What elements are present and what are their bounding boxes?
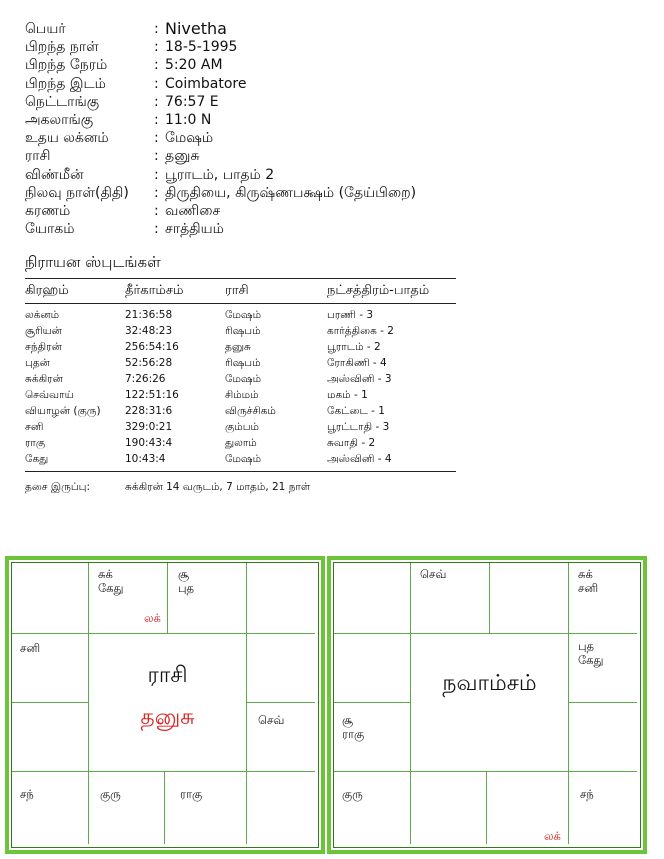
grid-line bbox=[410, 563, 411, 844]
grid-line bbox=[568, 563, 569, 844]
rasi-lagna-marker: லக் bbox=[144, 611, 161, 625]
navamsa-house-gemini: சுக் சனி bbox=[578, 567, 599, 595]
section-title: நிராயன ஸ்புடங்கள் bbox=[25, 253, 161, 271]
grid-line bbox=[88, 563, 89, 844]
navamsa-chart-title: நவாம்சம் bbox=[442, 671, 537, 696]
table-row: வியாழன் (குரு) 228:31:6 விருச்சிகம் கேட்டை - 1 bbox=[25, 405, 385, 417]
grid-line bbox=[334, 633, 637, 634]
table-row: சனி 329:0:21 கும்பம் பூரட்டாதி - 3 bbox=[25, 421, 390, 433]
grid-line bbox=[164, 771, 165, 844]
table-row: சந்திரன் 256:54:16 தனுசு பூராடம் - 2 bbox=[25, 341, 381, 353]
table-row: சூரியன் 32:48:23 ரிஷபம் கார்த்திகை - 2 bbox=[25, 325, 394, 337]
grid-line bbox=[167, 563, 168, 633]
navamsa-house-capricorn: சூ ராகு bbox=[342, 713, 365, 741]
navamsa-lagna-marker: லக் bbox=[544, 829, 561, 843]
navamsa-house-aries: செவ் bbox=[420, 567, 447, 581]
table-row: ராகு 190:43:4 துலாம் சுவாதி - 2 bbox=[25, 437, 376, 449]
grid-line bbox=[12, 702, 88, 703]
table-row: புதன் 52:56:28 ரிஷபம் ரோகிணி - 4 bbox=[25, 357, 387, 369]
table-row: செவ்வாய் 122:51:16 சிம்மம் மகம் - 1 bbox=[25, 389, 368, 401]
dasa-label: தசை இருப்பு: bbox=[25, 481, 91, 493]
rasi-chart-sign: தனுசு bbox=[140, 705, 195, 730]
table-row: லக்னம் 21:36:58 மேஷம் பரணி - 3 bbox=[25, 309, 373, 321]
grid-line bbox=[246, 563, 247, 844]
rasi-chart-frame bbox=[11, 562, 319, 848]
rasi-house-aries: சுக் கேது bbox=[98, 567, 124, 595]
grid-line bbox=[486, 771, 487, 844]
navamsa-chart-frame bbox=[333, 562, 641, 848]
navamsa-house-virgo: சந் bbox=[580, 787, 594, 801]
rasi-house-aquarius: சனி bbox=[20, 641, 41, 655]
grid-line bbox=[489, 563, 490, 633]
navamsa-chart bbox=[327, 556, 647, 854]
grid-line bbox=[568, 702, 637, 703]
table-row: கேது 10:43:4 மேஷம் அஸ்வினி - 4 bbox=[25, 453, 392, 465]
dasa-balance bbox=[25, 481, 311, 494]
grid-line bbox=[246, 702, 315, 703]
grid-line bbox=[12, 633, 315, 634]
rasi-chart-title: ராசி bbox=[147, 663, 188, 688]
grid-line bbox=[334, 702, 410, 703]
rasi-house-sagittarius: சந் bbox=[20, 787, 34, 801]
rasi-house-leo: செவ் bbox=[258, 713, 285, 727]
table-bottom-rule bbox=[25, 471, 456, 472]
table-row: சுக்கிரன் 7:26:26 மேஷம் அஸ்வினி - 3 bbox=[25, 373, 392, 385]
rasi-chart bbox=[5, 556, 325, 854]
dasa-value: சுக்கிரன் 14 வருடம், 7 மாதம், 21 நாள் bbox=[125, 481, 311, 493]
navamsa-house-sagittarius: குரு bbox=[342, 787, 363, 801]
navamsa-house-cancer: புத கேது bbox=[578, 639, 604, 667]
rasi-house-scorpio: குரு bbox=[100, 787, 121, 801]
table-body bbox=[25, 304, 456, 471]
rasi-house-taurus: சூ புத bbox=[178, 567, 195, 595]
table-header-row: கிரஹம் தீர்காம்சம் ராசி நட்சத்திரம்-பாதம் bbox=[25, 283, 430, 298]
planet-positions-table bbox=[25, 278, 456, 472]
rasi-house-libra: ராகு bbox=[180, 787, 203, 801]
